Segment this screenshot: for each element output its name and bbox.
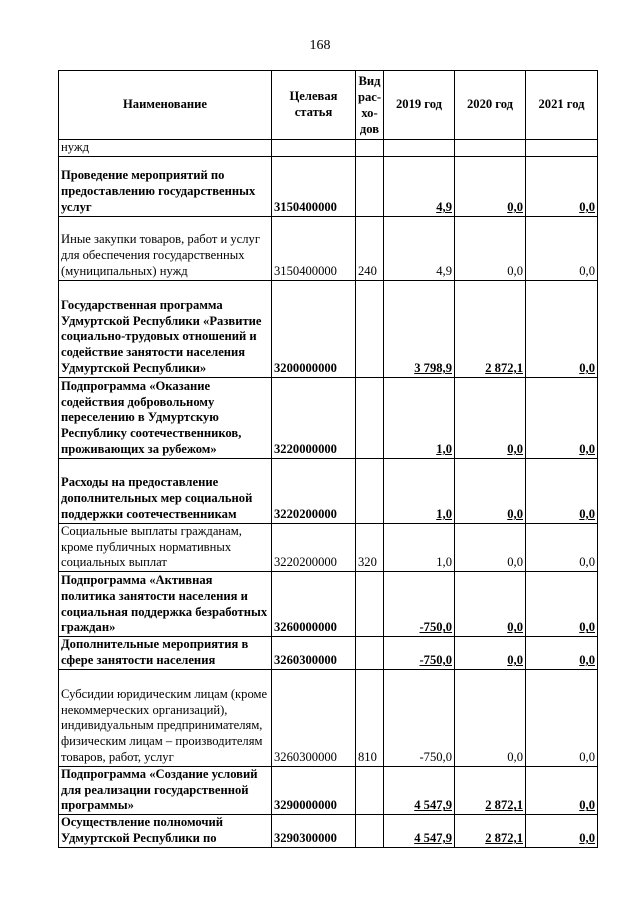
row-2020: 0,0 bbox=[455, 637, 526, 670]
row-2019: 1,0 bbox=[384, 377, 455, 458]
row-2019: 4,9 bbox=[384, 216, 455, 280]
row-2020: 0,0 bbox=[455, 572, 526, 637]
row-2021 bbox=[526, 140, 598, 157]
table-row bbox=[59, 156, 598, 216]
table-row bbox=[59, 815, 598, 848]
table-row bbox=[59, 669, 598, 766]
row-code: 3150400000 bbox=[272, 216, 356, 280]
row-name: Подпрограмма «Активная политика занятости населения и социальная поддержка безработных граждан» bbox=[59, 572, 272, 637]
row-code: 3220200000 bbox=[272, 458, 356, 523]
row-2019 bbox=[384, 140, 455, 157]
row-code: 3220200000 bbox=[272, 523, 356, 571]
row-kind: 320 bbox=[356, 523, 384, 571]
row-code: 3200000000 bbox=[272, 280, 356, 377]
row-2020: 0,0 bbox=[455, 523, 526, 571]
row-name: Иные закупки товаров, работ и услуг для обеспечения государственных (муниципальных) нужд bbox=[59, 216, 272, 280]
row-name: Социальные выплаты гражданам, кроме публичных нормативных социальных выплат bbox=[59, 523, 272, 571]
row-code: 3290300000 bbox=[272, 815, 356, 848]
row-name: нужд bbox=[59, 140, 272, 157]
row-2021: 0,0 bbox=[526, 523, 598, 571]
table-row bbox=[59, 572, 598, 637]
row-kind: 810 bbox=[356, 669, 384, 766]
page-number: 168 bbox=[309, 38, 331, 53]
header-2020: 2020 год bbox=[455, 71, 526, 140]
row-kind bbox=[356, 377, 384, 458]
row-2020 bbox=[455, 140, 526, 157]
table-row bbox=[59, 637, 598, 670]
header-code: Целевая статья bbox=[272, 71, 356, 140]
row-code: 3220000000 bbox=[272, 377, 356, 458]
row-2019: 3 798,9 bbox=[384, 280, 455, 377]
table-row bbox=[59, 280, 598, 377]
row-2021: 0,0 bbox=[526, 216, 598, 280]
row-code bbox=[272, 140, 356, 157]
header-kind: Вид рас-хо-дов bbox=[356, 71, 384, 140]
table-header-row bbox=[59, 71, 598, 140]
row-2020: 2 872,1 bbox=[455, 815, 526, 848]
row-code: 3290000000 bbox=[272, 766, 356, 814]
row-name: Подпрограмма «Создание условий для реализации государственной программы» bbox=[59, 766, 272, 814]
row-2021: 0,0 bbox=[526, 280, 598, 377]
table-row bbox=[59, 458, 598, 523]
row-name: Дополнительные мероприятия в сфере занятости населения bbox=[59, 637, 272, 670]
row-name: Проведение мероприятий по предоставлению государственных услуг bbox=[59, 156, 272, 216]
row-name: Подпрограмма «Оказание содействия добровольному переселению в Удмуртскую Республику соотечественников, проживающих за рубежом» bbox=[59, 377, 272, 458]
row-name: Государственная программа Удмуртской Республики «Развитие социально-трудовых отношений и содействие занятости населения Удмуртской Республики» bbox=[59, 280, 272, 377]
budget-table bbox=[58, 70, 598, 848]
row-name: Расходы на предоставление дополнительных мер социальной поддержки соотечественникам bbox=[59, 458, 272, 523]
table-row bbox=[59, 140, 598, 157]
row-2020: 2 872,1 bbox=[455, 280, 526, 377]
row-2019: 1,0 bbox=[384, 523, 455, 571]
header-2021: 2021 год bbox=[526, 71, 598, 140]
row-kind bbox=[356, 156, 384, 216]
row-2020: 0,0 bbox=[455, 156, 526, 216]
table-row bbox=[59, 766, 598, 814]
row-code: 3260300000 bbox=[272, 669, 356, 766]
row-2020: 0,0 bbox=[455, 458, 526, 523]
row-2021: 0,0 bbox=[526, 156, 598, 216]
row-2020: 2 872,1 bbox=[455, 766, 526, 814]
row-2021: 0,0 bbox=[526, 815, 598, 848]
row-2019: 4 547,9 bbox=[384, 766, 455, 814]
row-2020: 0,0 bbox=[455, 377, 526, 458]
header-name: Наименование bbox=[59, 71, 272, 140]
row-code: 3260000000 bbox=[272, 572, 356, 637]
row-2020: 0,0 bbox=[455, 216, 526, 280]
row-2019: -750,0 bbox=[384, 572, 455, 637]
row-name: Субсидии юридическим лицам (кроме некоммерческих организаций), индивидуальным предпринимателям, физическим лицам – производителям товаров, работ, услуг bbox=[59, 669, 272, 766]
row-code: 3150400000 bbox=[272, 156, 356, 216]
row-2019: 4 547,9 bbox=[384, 815, 455, 848]
row-kind: 240 bbox=[356, 216, 384, 280]
row-name: Осуществление полномочий Удмуртской Республики по bbox=[59, 815, 272, 848]
table-body bbox=[59, 140, 598, 848]
row-kind bbox=[356, 637, 384, 670]
row-2021: 0,0 bbox=[526, 766, 598, 814]
row-kind bbox=[356, 766, 384, 814]
row-kind bbox=[356, 140, 384, 157]
row-2019: 1,0 bbox=[384, 458, 455, 523]
row-2020: 0,0 bbox=[455, 669, 526, 766]
row-2019: 4,9 bbox=[384, 156, 455, 216]
row-kind bbox=[356, 458, 384, 523]
row-kind bbox=[356, 815, 384, 848]
table-row bbox=[59, 523, 598, 571]
table-row bbox=[59, 216, 598, 280]
row-2021: 0,0 bbox=[526, 458, 598, 523]
row-2019: -750,0 bbox=[384, 637, 455, 670]
row-code: 3260300000 bbox=[272, 637, 356, 670]
row-2021: 0,0 bbox=[526, 377, 598, 458]
row-2021: 0,0 bbox=[526, 637, 598, 670]
row-2021: 0,0 bbox=[526, 669, 598, 766]
table-row bbox=[59, 377, 598, 458]
row-kind bbox=[356, 572, 384, 637]
row-2021: 0,0 bbox=[526, 572, 598, 637]
row-kind bbox=[356, 280, 384, 377]
row-2019: -750,0 bbox=[384, 669, 455, 766]
header-2019: 2019 год bbox=[384, 71, 455, 140]
